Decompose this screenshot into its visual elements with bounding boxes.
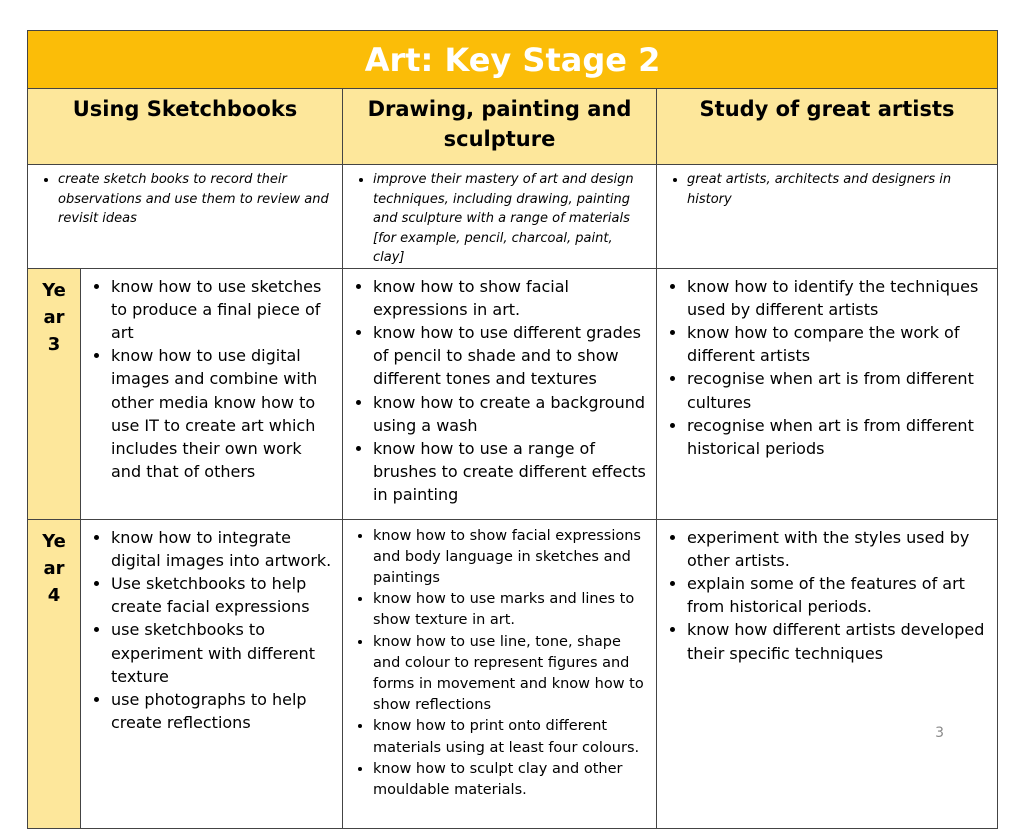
objectives-cell bbox=[28, 165, 343, 269]
bullet-item: • know how to show facial expressions and body language in sketches and paintings bbox=[373, 526, 650, 590]
skills-list bbox=[87, 526, 336, 735]
objectives-list bbox=[351, 170, 648, 268]
skills-list bbox=[349, 526, 650, 802]
skills-cell bbox=[81, 519, 343, 828]
column-heading: Drawing, painting and sculpture bbox=[343, 89, 657, 165]
bullet-item: • create sketch books to record their observations and use them to review and revisit ideas bbox=[58, 170, 334, 229]
heading-row bbox=[28, 89, 998, 165]
bullet-item: • know how to use a range of brushes to create different effects in painting bbox=[373, 437, 650, 507]
bullet-item: • know how to sculpt clay and other mouldable materials. bbox=[373, 759, 650, 801]
bullet-item: • know how to compare the work of different artists bbox=[687, 321, 991, 367]
bullet-item: • Use sketchbooks to help create facial expressions bbox=[111, 572, 336, 618]
year-label-line: Ye bbox=[42, 279, 66, 301]
column-heading: Study of great artists bbox=[657, 89, 998, 165]
bullet-item: • know how to integrate digital images into artwork. bbox=[111, 526, 336, 572]
skills-list bbox=[663, 526, 991, 665]
skills-cell bbox=[81, 268, 343, 519]
objectives-list bbox=[665, 170, 989, 209]
year-label-line: ar bbox=[43, 557, 65, 579]
bullet-item: • know how to create a background using a wash bbox=[373, 391, 650, 437]
table-title: Art: Key Stage 2 bbox=[28, 31, 998, 89]
skills-list bbox=[663, 275, 991, 461]
bullet-item: • know how to print onto different materials using at least four colours. bbox=[373, 716, 650, 758]
year-label bbox=[28, 268, 81, 519]
bullet-item: • know how different artists developed their specific techniques bbox=[687, 618, 991, 664]
objectives-cell bbox=[343, 165, 657, 269]
bullet-item: • know how to identify the techniques used by different artists bbox=[687, 275, 991, 321]
bullet-item: • explain some of the features of art from historical periods. bbox=[687, 572, 991, 618]
year-label-line: ar bbox=[43, 306, 65, 328]
bullet-item: • know how to use marks and lines to show texture in art. bbox=[373, 589, 650, 631]
skills-list bbox=[349, 275, 650, 507]
title-row bbox=[28, 31, 998, 89]
bullet-item: • experiment with the styles used by other artists. bbox=[687, 526, 991, 572]
skills-cell bbox=[657, 519, 998, 828]
bullet-item: • use photographs to help create reflections bbox=[111, 688, 336, 734]
bullet-item: • know how to use sketches to produce a final piece of art bbox=[111, 275, 336, 345]
skills-list bbox=[87, 275, 336, 484]
year-row bbox=[28, 519, 998, 828]
page-number: 3 bbox=[935, 725, 944, 741]
bullet-item: • recognise when art is from different cultures bbox=[687, 367, 991, 413]
bullet-item: • recognise when art is from different historical periods bbox=[687, 414, 991, 460]
year-label-line: Ye bbox=[42, 530, 66, 552]
bullet-item: • improve their mastery of art and design techniques, including drawing, painting and sculpture with a range of materials [for example, pencil, charcoal, paint, clay] bbox=[373, 170, 648, 268]
year-row bbox=[28, 268, 998, 519]
bullet-item: • know how to use line, tone, shape and colour to represent figures and forms in movement and know how to show reflections bbox=[373, 632, 650, 717]
bullet-item: • know how to show facial expressions in art. bbox=[373, 275, 650, 321]
bullet-item: • use sketchbooks to experiment with different texture bbox=[111, 618, 336, 688]
year-label-line: 3 bbox=[47, 333, 61, 355]
bullet-item: • great artists, architects and designers in history bbox=[687, 170, 989, 209]
skills-cell bbox=[343, 268, 657, 519]
skills-cell bbox=[657, 268, 998, 519]
skills-cell bbox=[343, 519, 657, 828]
objectives-cell bbox=[657, 165, 998, 269]
bullet-item: • know how to use digital images and combine with other media know how to use IT to create art which includes their own work and that of others bbox=[111, 344, 336, 483]
objectives-row bbox=[28, 165, 998, 269]
objectives-list bbox=[36, 170, 334, 229]
year-label bbox=[28, 519, 81, 828]
bullet-item: • know how to use different grades of pencil to shade and to show different tones and textures bbox=[373, 321, 650, 391]
column-heading: Using Sketchbooks bbox=[28, 89, 343, 165]
art-key-stage-2-table bbox=[27, 30, 998, 829]
year-label-line: 4 bbox=[47, 584, 61, 606]
